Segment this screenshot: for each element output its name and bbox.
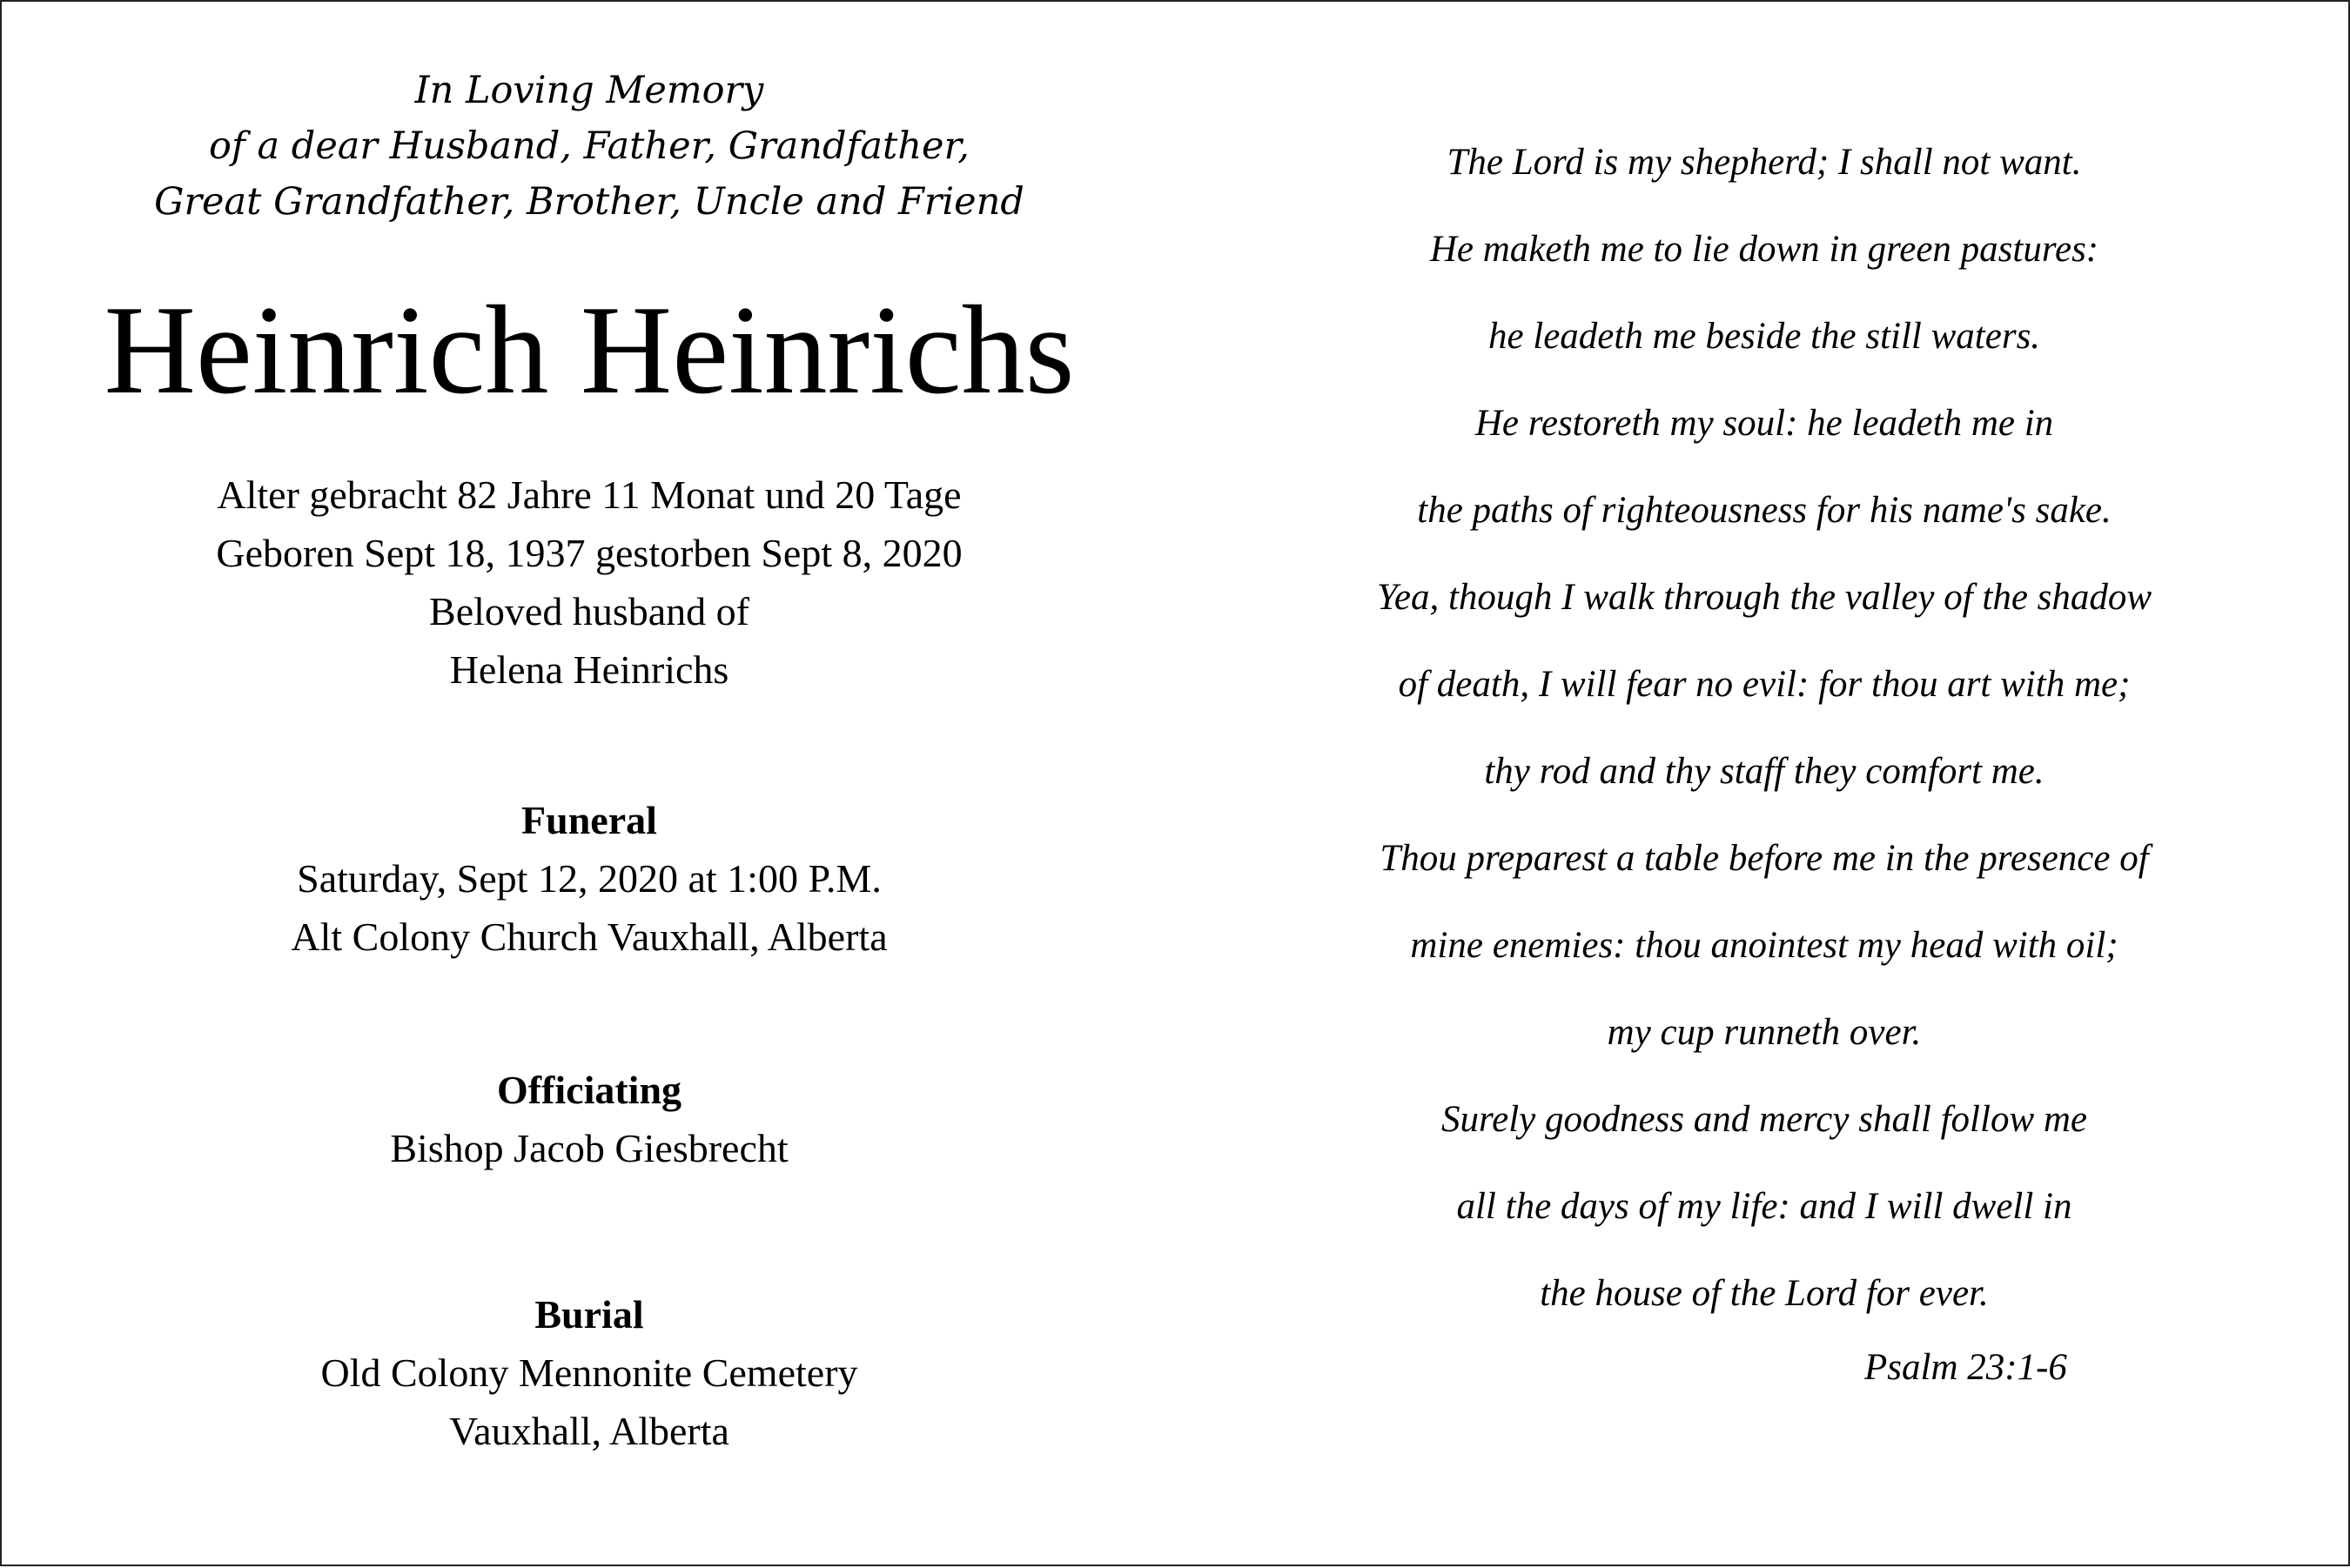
burial-line: Vauxhall, Alberta xyxy=(449,1409,729,1453)
psalm-line: mine enemies: thou anointest my head with oil; xyxy=(1410,925,2118,966)
psalm-line: Yea, though I walk through the valley of the shadow xyxy=(1376,577,2152,618)
deceased-name: Heinrich Heinrichs xyxy=(104,279,1075,420)
memory-line: In Loving Memory xyxy=(414,69,764,112)
funeral-line: Saturday, Sept 12, 2020 at 1:00 P.M. xyxy=(297,856,882,901)
psalm-line: He restoreth my soul: he leadeth me in xyxy=(1474,403,2054,444)
officiating-line: Bishop Jacob Giesbrecht xyxy=(390,1126,789,1170)
detail-line: Helena Heinrichs xyxy=(449,647,729,692)
detail-line: Alter gebracht 82 Jahre 11 Monat und 20 Tage xyxy=(217,472,962,517)
funeral-line: Alt Colony Church Vauxhall, Alberta xyxy=(291,915,888,959)
psalm-line: my cup runneth over. xyxy=(1607,1012,1922,1053)
funeral-section xyxy=(63,791,1116,966)
psalm-line: The Lord is my shepherd; I shall not want. xyxy=(1447,142,2082,183)
left-panel xyxy=(63,2,1116,1568)
officiating-section xyxy=(63,1061,1116,1177)
burial-line: Old Colony Mennonite Cemetery xyxy=(320,1350,858,1395)
psalm-line: the house of the Lord for ever. xyxy=(1540,1273,1989,1314)
detail-line: Geboren Sept 18, 1937 gestorben Sept 8, 2020 xyxy=(216,531,963,575)
burial-section xyxy=(63,1285,1116,1460)
right-panel xyxy=(1272,2,2256,1568)
life-details xyxy=(63,466,1116,699)
officiating-heading: Officiating xyxy=(496,1068,682,1112)
psalm-line: he leadeth me beside the still waters. xyxy=(1487,316,2041,357)
psalm-text xyxy=(1272,119,2256,1337)
psalm-line: thy rod and thy staff they comfort me. xyxy=(1484,751,2044,792)
psalm-line: He maketh me to lie down in green pastures: xyxy=(1429,229,2099,270)
psalm-line: the paths of righteousness for his name's sake. xyxy=(1417,490,2112,531)
funeral-heading: Funeral xyxy=(521,798,657,842)
psalm-line: Surely goodness and mercy shall follow me xyxy=(1440,1099,2088,1140)
psalm-line: of death, I will fear no evil: for thou art with me; xyxy=(1398,664,2131,705)
psalm-reference: Psalm 23:1-6 xyxy=(1864,1347,2067,1388)
psalm-line: all the days of my life: and I will dwell in xyxy=(1456,1186,2072,1227)
memory-line: of a dear Husband, Father, Grandfather, xyxy=(209,124,970,168)
memory-line: Great Grandfather, Brother, Uncle and Friend xyxy=(154,180,1024,224)
detail-line: Beloved husband of xyxy=(429,589,749,633)
memory-dedication xyxy=(63,63,1116,230)
burial-heading: Burial xyxy=(534,1292,644,1337)
psalm-line: Thou preparest a table before me in the presence of xyxy=(1380,838,2149,879)
